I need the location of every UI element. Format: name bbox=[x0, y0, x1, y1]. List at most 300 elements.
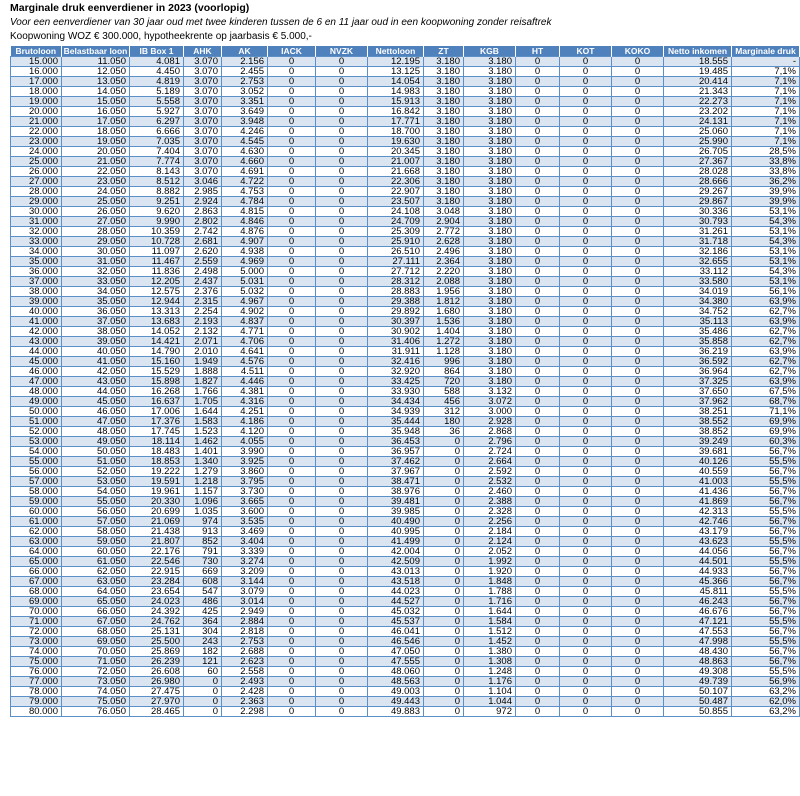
table-cell: 17.771 bbox=[368, 117, 424, 127]
table-cell: 76.050 bbox=[62, 707, 130, 717]
table-cell: 3.180 bbox=[464, 267, 516, 277]
table-cell: 0 bbox=[560, 57, 612, 67]
table-cell: 0 bbox=[316, 407, 368, 417]
table-cell: 3.070 bbox=[184, 147, 222, 157]
table-cell: 25.500 bbox=[130, 637, 184, 647]
table-cell: 0 bbox=[516, 127, 560, 137]
table-cell: 0 bbox=[268, 527, 316, 537]
table-cell: 29.267 bbox=[664, 187, 732, 197]
table-cell: 1.644 bbox=[464, 607, 516, 617]
table-row bbox=[11, 707, 800, 717]
table-cell: 0 bbox=[516, 397, 560, 407]
table-cell: 66.000 bbox=[11, 567, 62, 577]
table-cell: 3.180 bbox=[424, 127, 464, 137]
table-cell: 21.000 bbox=[11, 117, 62, 127]
table-cell: 0 bbox=[268, 677, 316, 687]
table-cell: 3.274 bbox=[222, 557, 268, 567]
table-cell: 730 bbox=[184, 557, 222, 567]
table-cell: 2.681 bbox=[184, 237, 222, 247]
table-cell: 0 bbox=[316, 627, 368, 637]
table-row bbox=[11, 577, 800, 587]
table-cell: 0 bbox=[424, 527, 464, 537]
table-cell: 0 bbox=[560, 617, 612, 627]
table-cell: 0 bbox=[516, 667, 560, 677]
table-row bbox=[11, 387, 800, 397]
table-cell: 0 bbox=[560, 547, 612, 557]
table-cell: 3.180 bbox=[464, 307, 516, 317]
table-cell: 1.716 bbox=[464, 597, 516, 607]
table-cell: 0 bbox=[560, 247, 612, 257]
table-cell: 4.837 bbox=[222, 317, 268, 327]
table-cell: 456 bbox=[424, 397, 464, 407]
table-cell: 43.518 bbox=[368, 577, 424, 587]
table-cell: 24.709 bbox=[368, 217, 424, 227]
table-cell: 425 bbox=[184, 607, 222, 617]
table-cell: 0 bbox=[560, 567, 612, 577]
table-cell: 2.928 bbox=[464, 417, 516, 427]
table-cell: 69.000 bbox=[11, 597, 62, 607]
table-cell: 14.052 bbox=[130, 327, 184, 337]
table-cell: 2.924 bbox=[184, 197, 222, 207]
table-cell: 48.050 bbox=[62, 427, 130, 437]
table-cell: 12.050 bbox=[62, 67, 130, 77]
table-cell: 34.434 bbox=[368, 397, 424, 407]
table-cell: 55,5% bbox=[732, 537, 800, 547]
table-cell: 33.000 bbox=[11, 237, 62, 247]
table-cell: - bbox=[732, 57, 800, 67]
table-cell: 0 bbox=[516, 367, 560, 377]
table-cell: 56,7% bbox=[732, 657, 800, 667]
table-cell: 3.180 bbox=[424, 197, 464, 207]
table-cell: 2.156 bbox=[222, 57, 268, 67]
table-cell: 0 bbox=[424, 627, 464, 637]
table-cell: 3.180 bbox=[464, 217, 516, 227]
table-cell: 0 bbox=[560, 107, 612, 117]
table-cell: 53,1% bbox=[732, 207, 800, 217]
table-row bbox=[11, 377, 800, 387]
table-cell: 3.860 bbox=[222, 467, 268, 477]
col-header-belastbaar-loon: Belastbaar loon bbox=[62, 46, 130, 57]
table-cell: 0 bbox=[516, 547, 560, 557]
table-cell: 10.728 bbox=[130, 237, 184, 247]
table-cell: 24.131 bbox=[664, 117, 732, 127]
table-cell: 3.180 bbox=[464, 327, 516, 337]
table-cell: 0 bbox=[184, 697, 222, 707]
table-cell: 56,7% bbox=[732, 547, 800, 557]
table-cell: 20.050 bbox=[62, 147, 130, 157]
table-cell: 36.050 bbox=[62, 307, 130, 317]
table-cell: 2.364 bbox=[424, 257, 464, 267]
table-cell: 55,5% bbox=[732, 477, 800, 487]
table-cell: 22.306 bbox=[368, 177, 424, 187]
table-cell: 1.176 bbox=[464, 677, 516, 687]
table-cell: 0 bbox=[268, 257, 316, 267]
table-cell: 15.050 bbox=[62, 97, 130, 107]
table-cell: 22.000 bbox=[11, 127, 62, 137]
table-cell: 2.328 bbox=[464, 507, 516, 517]
table-cell: 0 bbox=[268, 97, 316, 107]
table-cell: 0 bbox=[516, 117, 560, 127]
table-row bbox=[11, 107, 800, 117]
table-cell: 2.184 bbox=[464, 527, 516, 537]
table-cell: 53,1% bbox=[732, 257, 800, 267]
table-cell: 47.050 bbox=[62, 417, 130, 427]
table-cell: 1.096 bbox=[184, 497, 222, 507]
table-cell: 0 bbox=[516, 587, 560, 597]
table-cell: 40.490 bbox=[368, 517, 424, 527]
table-cell: 19.050 bbox=[62, 137, 130, 147]
table-cell: 4.706 bbox=[222, 337, 268, 347]
table-cell: 73.000 bbox=[11, 637, 62, 647]
table-cell: 58.050 bbox=[62, 527, 130, 537]
table-cell: 0 bbox=[612, 197, 664, 207]
table-row bbox=[11, 637, 800, 647]
table-cell: 32.050 bbox=[62, 267, 130, 277]
table-cell: 0 bbox=[316, 157, 368, 167]
table-cell: 1.680 bbox=[424, 307, 464, 317]
table-cell: 3.070 bbox=[184, 117, 222, 127]
table-cell: 0 bbox=[316, 597, 368, 607]
table-cell: 41.436 bbox=[664, 487, 732, 497]
table-cell: 25.309 bbox=[368, 227, 424, 237]
table-cell: 1.462 bbox=[184, 437, 222, 447]
table-cell: 0 bbox=[424, 487, 464, 497]
table-cell: 0 bbox=[424, 587, 464, 597]
table-cell: 0 bbox=[424, 557, 464, 567]
table-row bbox=[11, 667, 800, 677]
table-cell: 3.180 bbox=[464, 147, 516, 157]
table-cell: 22.915 bbox=[130, 567, 184, 577]
table-cell: 0 bbox=[612, 347, 664, 357]
table-cell: 13.313 bbox=[130, 307, 184, 317]
table-cell: 0 bbox=[516, 627, 560, 637]
table-cell: 0 bbox=[516, 527, 560, 537]
table-cell: 0 bbox=[612, 607, 664, 617]
table-cell: 3.132 bbox=[464, 387, 516, 397]
table-cell: 45.050 bbox=[62, 397, 130, 407]
table-cell: 0 bbox=[516, 487, 560, 497]
table-cell: 68.050 bbox=[62, 627, 130, 637]
table-cell: 1.766 bbox=[184, 387, 222, 397]
table-cell: 56,7% bbox=[732, 577, 800, 587]
table-cell: 3.180 bbox=[464, 187, 516, 197]
table-row bbox=[11, 457, 800, 467]
table-cell: 36.592 bbox=[664, 357, 732, 367]
table-cell: 4.251 bbox=[222, 407, 268, 417]
table-row bbox=[11, 657, 800, 667]
table-cell: 27.970 bbox=[130, 697, 184, 707]
table-cell: 0 bbox=[612, 127, 664, 137]
table-cell: 0 bbox=[612, 137, 664, 147]
table-cell: 50.000 bbox=[11, 407, 62, 417]
table-cell: 0 bbox=[516, 267, 560, 277]
table-cell: 39.681 bbox=[664, 447, 732, 457]
table-cell: 35.000 bbox=[11, 257, 62, 267]
table-cell: 57.050 bbox=[62, 517, 130, 527]
table-cell: 3.180 bbox=[424, 87, 464, 97]
table-cell: 0 bbox=[268, 427, 316, 437]
table-cell: 68.000 bbox=[11, 587, 62, 597]
table-cell: 0 bbox=[560, 267, 612, 277]
table-cell: 0 bbox=[424, 597, 464, 607]
table-cell: 0 bbox=[424, 607, 464, 617]
table-cell: 364 bbox=[184, 617, 222, 627]
table-cell: 0 bbox=[268, 167, 316, 177]
table-cell: 27.712 bbox=[368, 267, 424, 277]
table-cell: 0 bbox=[268, 447, 316, 457]
table-cell: 0 bbox=[316, 127, 368, 137]
table-cell: 20.699 bbox=[130, 507, 184, 517]
table-cell: 68,7% bbox=[732, 397, 800, 407]
table-cell: 0 bbox=[560, 477, 612, 487]
table-cell: 54.050 bbox=[62, 487, 130, 497]
table-cell: 0 bbox=[316, 677, 368, 687]
table-cell: 37.967 bbox=[368, 467, 424, 477]
table-cell: 63,9% bbox=[732, 377, 800, 387]
table-cell: 0 bbox=[316, 87, 368, 97]
table-cell: 38.471 bbox=[368, 477, 424, 487]
table-cell: 0 bbox=[560, 657, 612, 667]
table-cell: 4.907 bbox=[222, 237, 268, 247]
table-cell: 44.050 bbox=[62, 387, 130, 397]
table-cell: 0 bbox=[424, 537, 464, 547]
table-cell: 0 bbox=[424, 517, 464, 527]
table-cell: 121 bbox=[184, 657, 222, 667]
table-cell: 47.553 bbox=[664, 627, 732, 637]
table-cell: 0 bbox=[612, 557, 664, 567]
table-cell: 47.000 bbox=[11, 377, 62, 387]
table-cell: 0 bbox=[516, 147, 560, 157]
table-cell: 0 bbox=[516, 687, 560, 697]
table-cell: 0 bbox=[268, 617, 316, 627]
table-cell: 0 bbox=[316, 297, 368, 307]
table-cell: 0 bbox=[612, 87, 664, 97]
table-cell: 37.462 bbox=[368, 457, 424, 467]
table-cell: 974 bbox=[184, 517, 222, 527]
table-cell: 53.000 bbox=[11, 437, 62, 447]
table-cell: 0 bbox=[612, 427, 664, 437]
table-cell: 2.388 bbox=[464, 497, 516, 507]
table-row bbox=[11, 227, 800, 237]
table-row bbox=[11, 517, 800, 527]
table-cell: 0 bbox=[268, 137, 316, 147]
table-cell: 3.180 bbox=[424, 177, 464, 187]
table-cell: 0 bbox=[612, 527, 664, 537]
table-cell: 7,1% bbox=[732, 87, 800, 97]
table-cell: 30.793 bbox=[664, 217, 732, 227]
table-cell: 0 bbox=[612, 687, 664, 697]
table-cell: 0 bbox=[424, 547, 464, 557]
table-cell: 2.010 bbox=[184, 347, 222, 357]
table-cell: 0 bbox=[516, 57, 560, 67]
table-cell: 3.180 bbox=[464, 197, 516, 207]
table-cell: 2.298 bbox=[222, 707, 268, 717]
table-row bbox=[11, 527, 800, 537]
table-cell: 16.842 bbox=[368, 107, 424, 117]
table-cell: 56,7% bbox=[732, 487, 800, 497]
table-cell: 3.795 bbox=[222, 477, 268, 487]
table-cell: 0 bbox=[560, 347, 612, 357]
table-cell: 3.070 bbox=[184, 107, 222, 117]
table-cell: 47.050 bbox=[368, 647, 424, 657]
table-cell: 3.052 bbox=[222, 87, 268, 97]
table-cell: 4.902 bbox=[222, 307, 268, 317]
table-cell: 63,9% bbox=[732, 317, 800, 327]
table-cell: 0 bbox=[424, 707, 464, 717]
table-cell: 0 bbox=[316, 557, 368, 567]
table-cell: 0 bbox=[560, 707, 612, 717]
table-cell: 70.050 bbox=[62, 647, 130, 657]
table-cell: 0 bbox=[268, 457, 316, 467]
table-row bbox=[11, 597, 800, 607]
table-cell: 1.536 bbox=[424, 317, 464, 327]
table-cell: 39,9% bbox=[732, 187, 800, 197]
table-cell: 3.180 bbox=[424, 167, 464, 177]
table-cell: 1.848 bbox=[464, 577, 516, 587]
table-cell: 0 bbox=[560, 697, 612, 707]
table-cell: 0 bbox=[560, 447, 612, 457]
table-cell: 0 bbox=[612, 267, 664, 277]
table-cell: 0 bbox=[516, 317, 560, 327]
table-cell: 58.000 bbox=[11, 487, 62, 497]
table-cell: 25.869 bbox=[130, 647, 184, 657]
table-cell: 56,7% bbox=[732, 497, 800, 507]
table-cell: 0 bbox=[560, 687, 612, 697]
table-cell: 0 bbox=[612, 477, 664, 487]
table-cell: 50.050 bbox=[62, 447, 130, 457]
table-cell: 0 bbox=[316, 287, 368, 297]
table-cell: 0 bbox=[316, 687, 368, 697]
table-cell: 0 bbox=[316, 217, 368, 227]
table-cell: 56.000 bbox=[11, 467, 62, 477]
table-cell: 0 bbox=[612, 677, 664, 687]
table-cell: 26.239 bbox=[130, 657, 184, 667]
col-header-ht: HT bbox=[516, 46, 560, 57]
table-cell: 0 bbox=[612, 177, 664, 187]
table-cell: 8.882 bbox=[130, 187, 184, 197]
table-cell: 0 bbox=[612, 577, 664, 587]
table-cell: 0 bbox=[268, 327, 316, 337]
table-cell: 6.297 bbox=[130, 117, 184, 127]
table-cell: 1.812 bbox=[424, 297, 464, 307]
table-cell: 35.948 bbox=[368, 427, 424, 437]
table-cell: 0 bbox=[316, 167, 368, 177]
table-cell: 0 bbox=[424, 467, 464, 477]
table-cell: 67.050 bbox=[62, 617, 130, 627]
table-cell: 0 bbox=[516, 557, 560, 567]
table-cell: 59.050 bbox=[62, 537, 130, 547]
table-cell: 62.000 bbox=[11, 527, 62, 537]
table-cell: 38.251 bbox=[664, 407, 732, 417]
table-cell: 3.079 bbox=[222, 587, 268, 597]
table-cell: 0 bbox=[560, 627, 612, 637]
table-cell: 3.180 bbox=[424, 67, 464, 77]
table-cell: 4.846 bbox=[222, 217, 268, 227]
table-cell: 57.000 bbox=[11, 477, 62, 487]
table-cell: 27.050 bbox=[62, 217, 130, 227]
table-cell: 4.246 bbox=[222, 127, 268, 137]
table-cell: 36.964 bbox=[664, 367, 732, 377]
table-cell: 46.041 bbox=[368, 627, 424, 637]
table-cell: 55.000 bbox=[11, 457, 62, 467]
table-cell: 0 bbox=[560, 637, 612, 647]
table-cell: 2.623 bbox=[222, 657, 268, 667]
table-cell: 972 bbox=[464, 707, 516, 717]
table-cell: 0 bbox=[268, 397, 316, 407]
table-cell: 0 bbox=[268, 147, 316, 157]
table-cell: 1.044 bbox=[464, 697, 516, 707]
table-cell: 2.363 bbox=[222, 697, 268, 707]
table-cell: 49.883 bbox=[368, 707, 424, 717]
table-cell: 182 bbox=[184, 647, 222, 657]
table-cell: 1.788 bbox=[464, 587, 516, 597]
table-cell: 24.392 bbox=[130, 607, 184, 617]
table-cell: 44.023 bbox=[368, 587, 424, 597]
table-cell: 0 bbox=[560, 387, 612, 397]
table-cell: 0 bbox=[560, 507, 612, 517]
table-cell: 0 bbox=[268, 217, 316, 227]
table-cell: 0 bbox=[560, 337, 612, 347]
table-cell: 0 bbox=[316, 607, 368, 617]
table-cell: 43.623 bbox=[664, 537, 732, 547]
table-cell: 0 bbox=[612, 297, 664, 307]
table-cell: 2.428 bbox=[222, 687, 268, 697]
table-row bbox=[11, 347, 800, 357]
table-cell: 36.219 bbox=[664, 347, 732, 357]
table-cell: 0 bbox=[560, 487, 612, 497]
table-cell: 4.722 bbox=[222, 177, 268, 187]
table-cell: 56,9% bbox=[732, 677, 800, 687]
table-cell: 32.920 bbox=[368, 367, 424, 377]
table-cell: 0 bbox=[560, 527, 612, 537]
table-cell: 0 bbox=[268, 367, 316, 377]
table-cell: 0 bbox=[612, 377, 664, 387]
table-cell: 0 bbox=[516, 597, 560, 607]
table-cell: 0 bbox=[268, 117, 316, 127]
table-cell: 1.888 bbox=[184, 367, 222, 377]
table-cell: 3.014 bbox=[222, 597, 268, 607]
table-cell: 0 bbox=[316, 467, 368, 477]
table-cell: 0 bbox=[560, 167, 612, 177]
table-cell: 7,1% bbox=[732, 137, 800, 147]
table-cell: 11.467 bbox=[130, 257, 184, 267]
table-cell: 19.222 bbox=[130, 467, 184, 477]
table-cell: 0 bbox=[316, 117, 368, 127]
table-cell: 4.450 bbox=[130, 67, 184, 77]
table-cell: 0 bbox=[316, 317, 368, 327]
table-cell: 0 bbox=[612, 337, 664, 347]
table-cell: 26.608 bbox=[130, 667, 184, 677]
table-cell: 3.180 bbox=[464, 127, 516, 137]
table-cell: 26.050 bbox=[62, 207, 130, 217]
table-cell: 15.913 bbox=[368, 97, 424, 107]
table-cell: 4.081 bbox=[130, 57, 184, 67]
table-cell: 1.583 bbox=[184, 417, 222, 427]
col-header-ak: AK bbox=[222, 46, 268, 57]
table-cell: 0 bbox=[316, 397, 368, 407]
table-cell: 3.649 bbox=[222, 107, 268, 117]
table-cell: 0 bbox=[612, 597, 664, 607]
table-cell: 30.000 bbox=[11, 207, 62, 217]
table-row bbox=[11, 427, 800, 437]
table-cell: 0 bbox=[560, 597, 612, 607]
table-cell: 22.273 bbox=[664, 97, 732, 107]
table-cell: 35.858 bbox=[664, 337, 732, 347]
table-cell: 7.035 bbox=[130, 137, 184, 147]
table-cell: 3.404 bbox=[222, 537, 268, 547]
table-cell: 2.493 bbox=[222, 677, 268, 687]
table-row bbox=[11, 417, 800, 427]
